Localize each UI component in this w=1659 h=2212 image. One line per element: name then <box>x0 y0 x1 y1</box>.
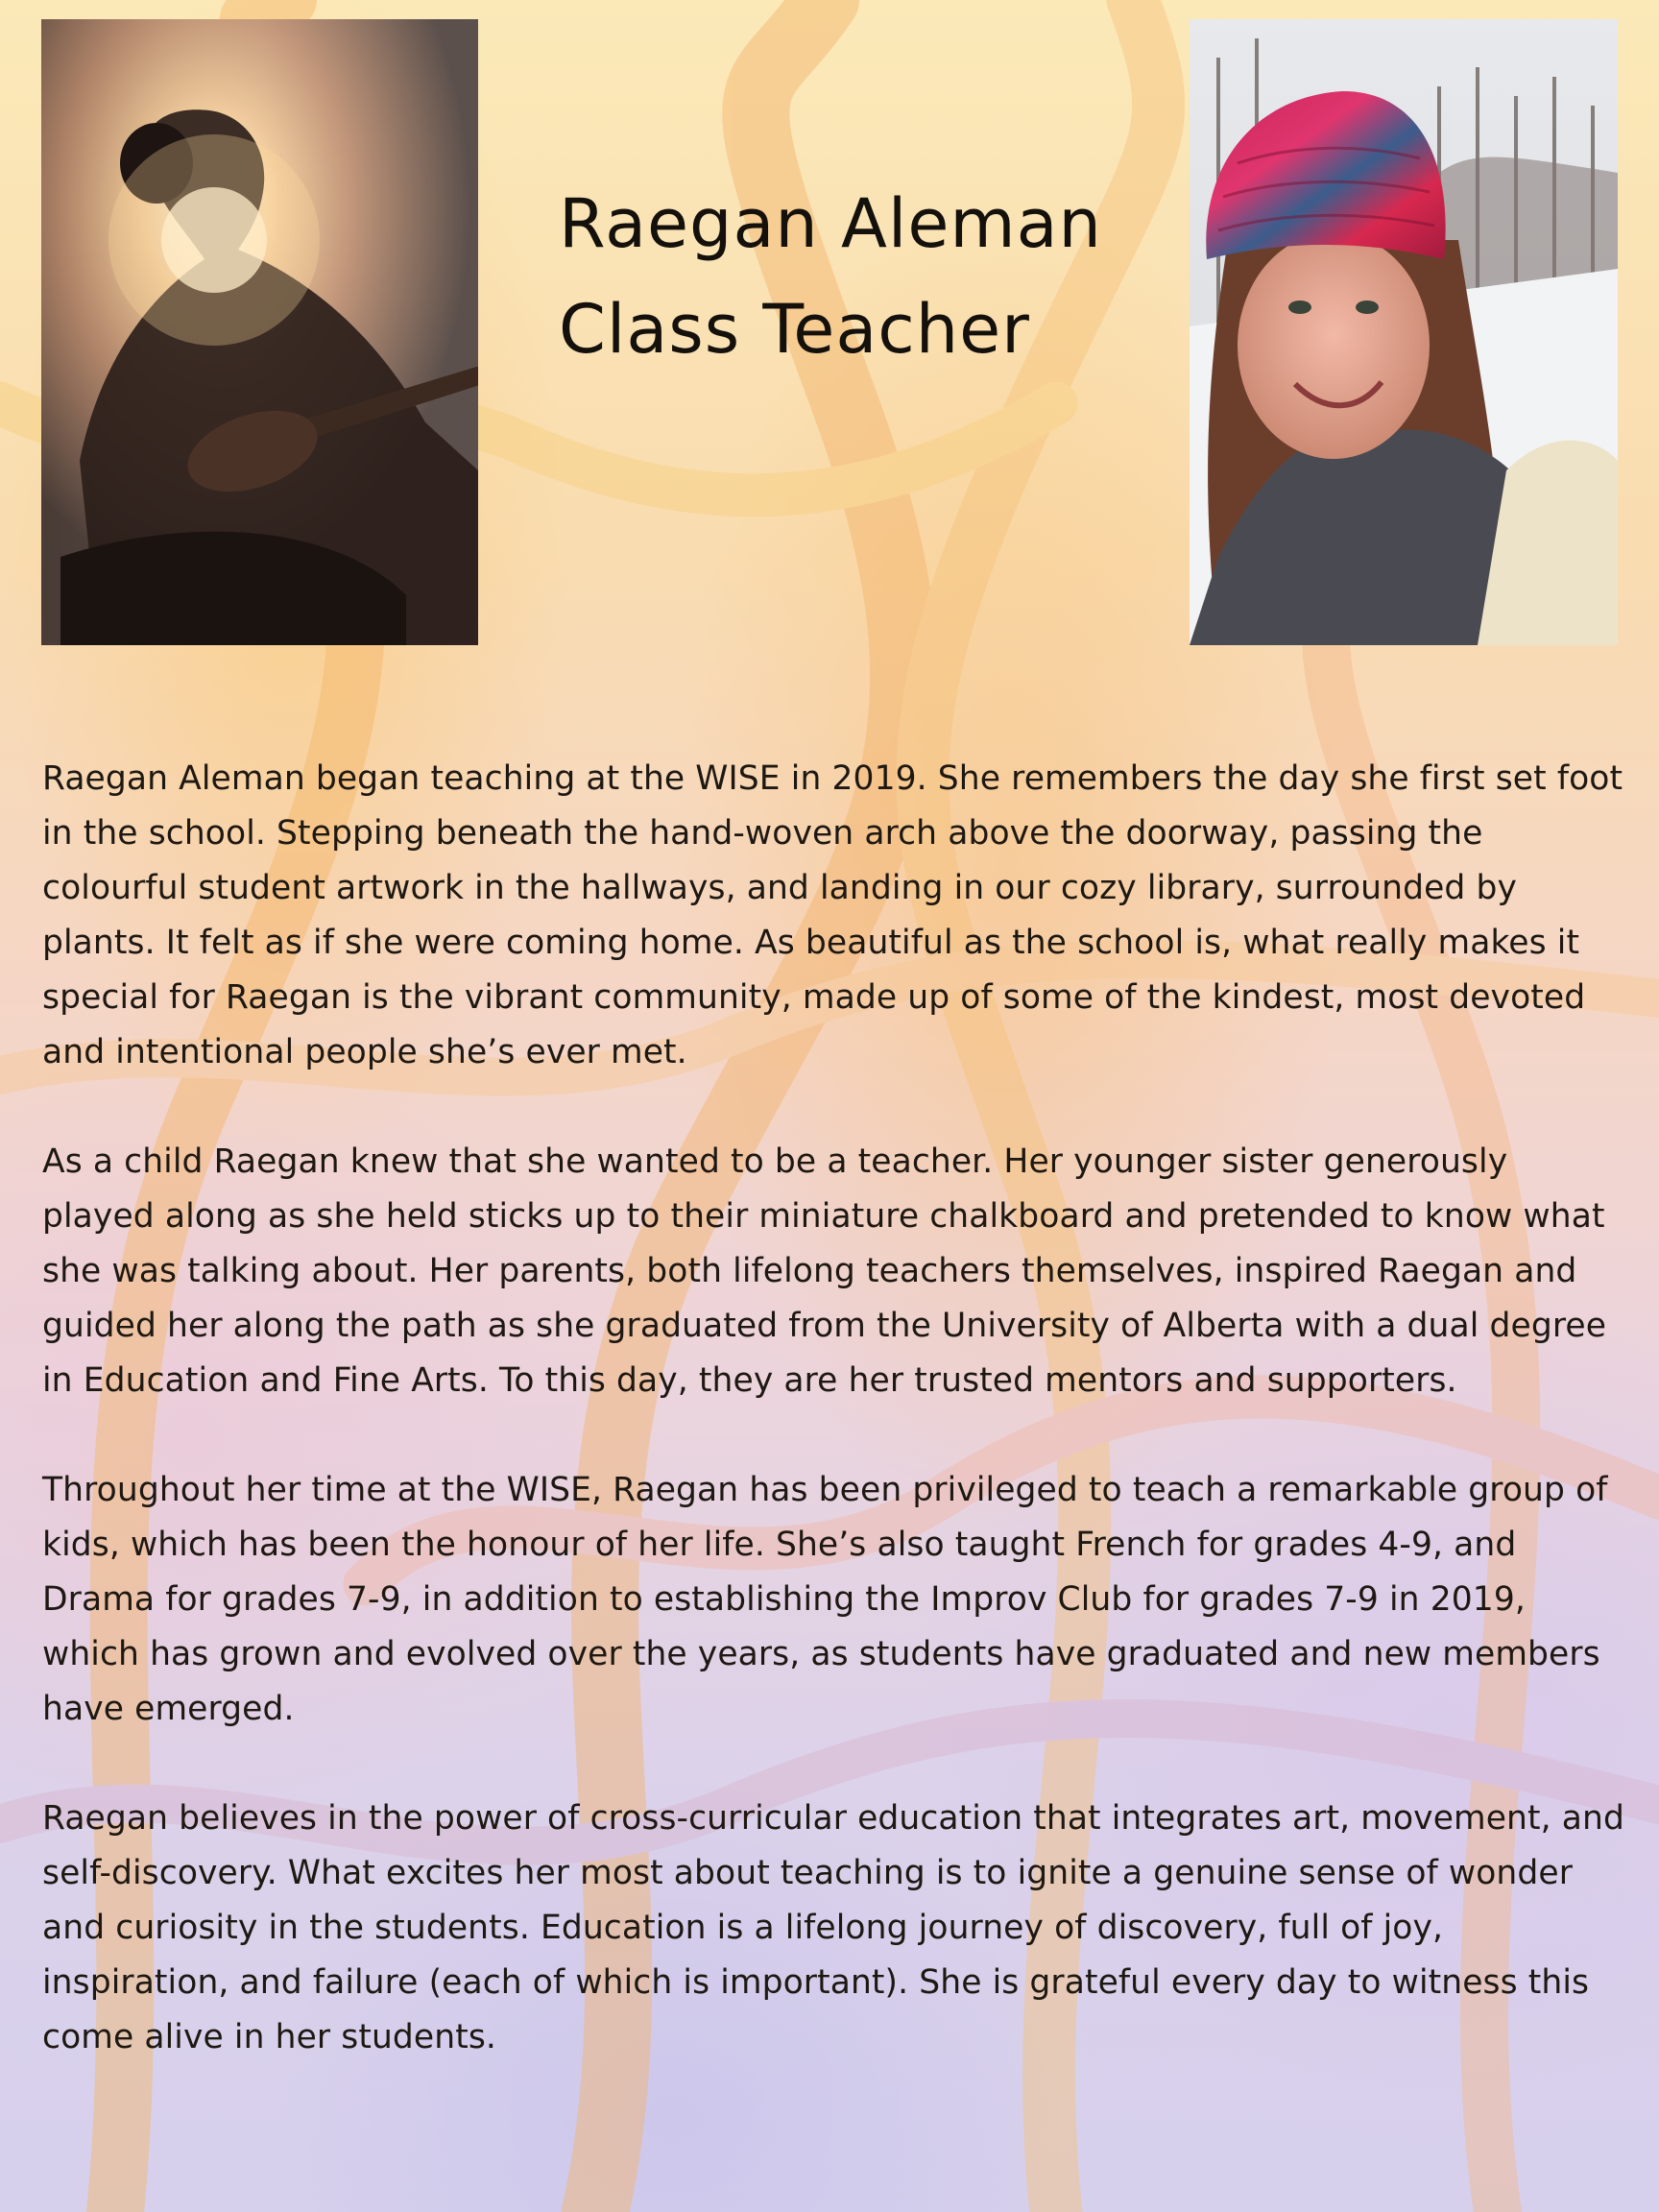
portrait-in-snow-image <box>1190 19 1618 645</box>
bio-paragraph: Raegan believes in the power of cross-curricular education that integrates art, movement, and self-discovery. What excites her most about teaching is to ignite a genuine sense of wonder and curiosity in the students. Education is a lifelong journey of discovery, full of joy, inspiration, and failure (each of which is important). She is grateful every day to witness this come alive in her students. <box>42 1799 1624 2056</box>
bio-paragraph: As a child Raegan knew that she wanted to be a teacher. Her younger sister generously played along as she held sticks up to their miniature chalkboard and pretended to know what she was talking about. Her parents, both lifelong teachers themselves, inspired Raegan and guided her along the path as she graduated from the University of Alberta with a dual degree in Education and Fine Arts. To this day, they are her trusted mentors and supporters. <box>42 1142 1607 1400</box>
bio-paragraph: Raegan Aleman began teaching at the WISE in 2019. She remembers the day she first set foot in the school. Stepping beneath the hand-woven arch above the doorway, passing the colourful student artwork in the hallways, and landing in our cozy library, surrounded by plants. It felt as if she were coming home. As beautiful as the school is, what really makes it special for Raegan is the vibrant community, made up of some of the kindest, most devoted and intentional people she’s ever met. <box>42 759 1623 1071</box>
bio-paragraph: Throughout her time at the WISE, Raegan has been privileged to teach a remarkable group of kids, which has been the honour of her life. She’s also taught French for grades 4-9, and Drama for grades 7-9, in addition to establishing the Improv Club for grades 7-9 in 2019, which has grown and evolved over the years, as students have graduated and new members have emerged. <box>42 1471 1608 1728</box>
teacher-name: Raegan Aleman <box>559 184 1102 263</box>
portrait-with-ukulele-icon <box>41 19 478 645</box>
portrait-with-ukulele-image <box>41 19 478 645</box>
teacher-role: Class Teacher <box>559 290 1030 369</box>
biography <box>42 752 1626 2120</box>
portrait-in-snow-icon <box>1190 19 1618 645</box>
title-block <box>559 171 1173 382</box>
